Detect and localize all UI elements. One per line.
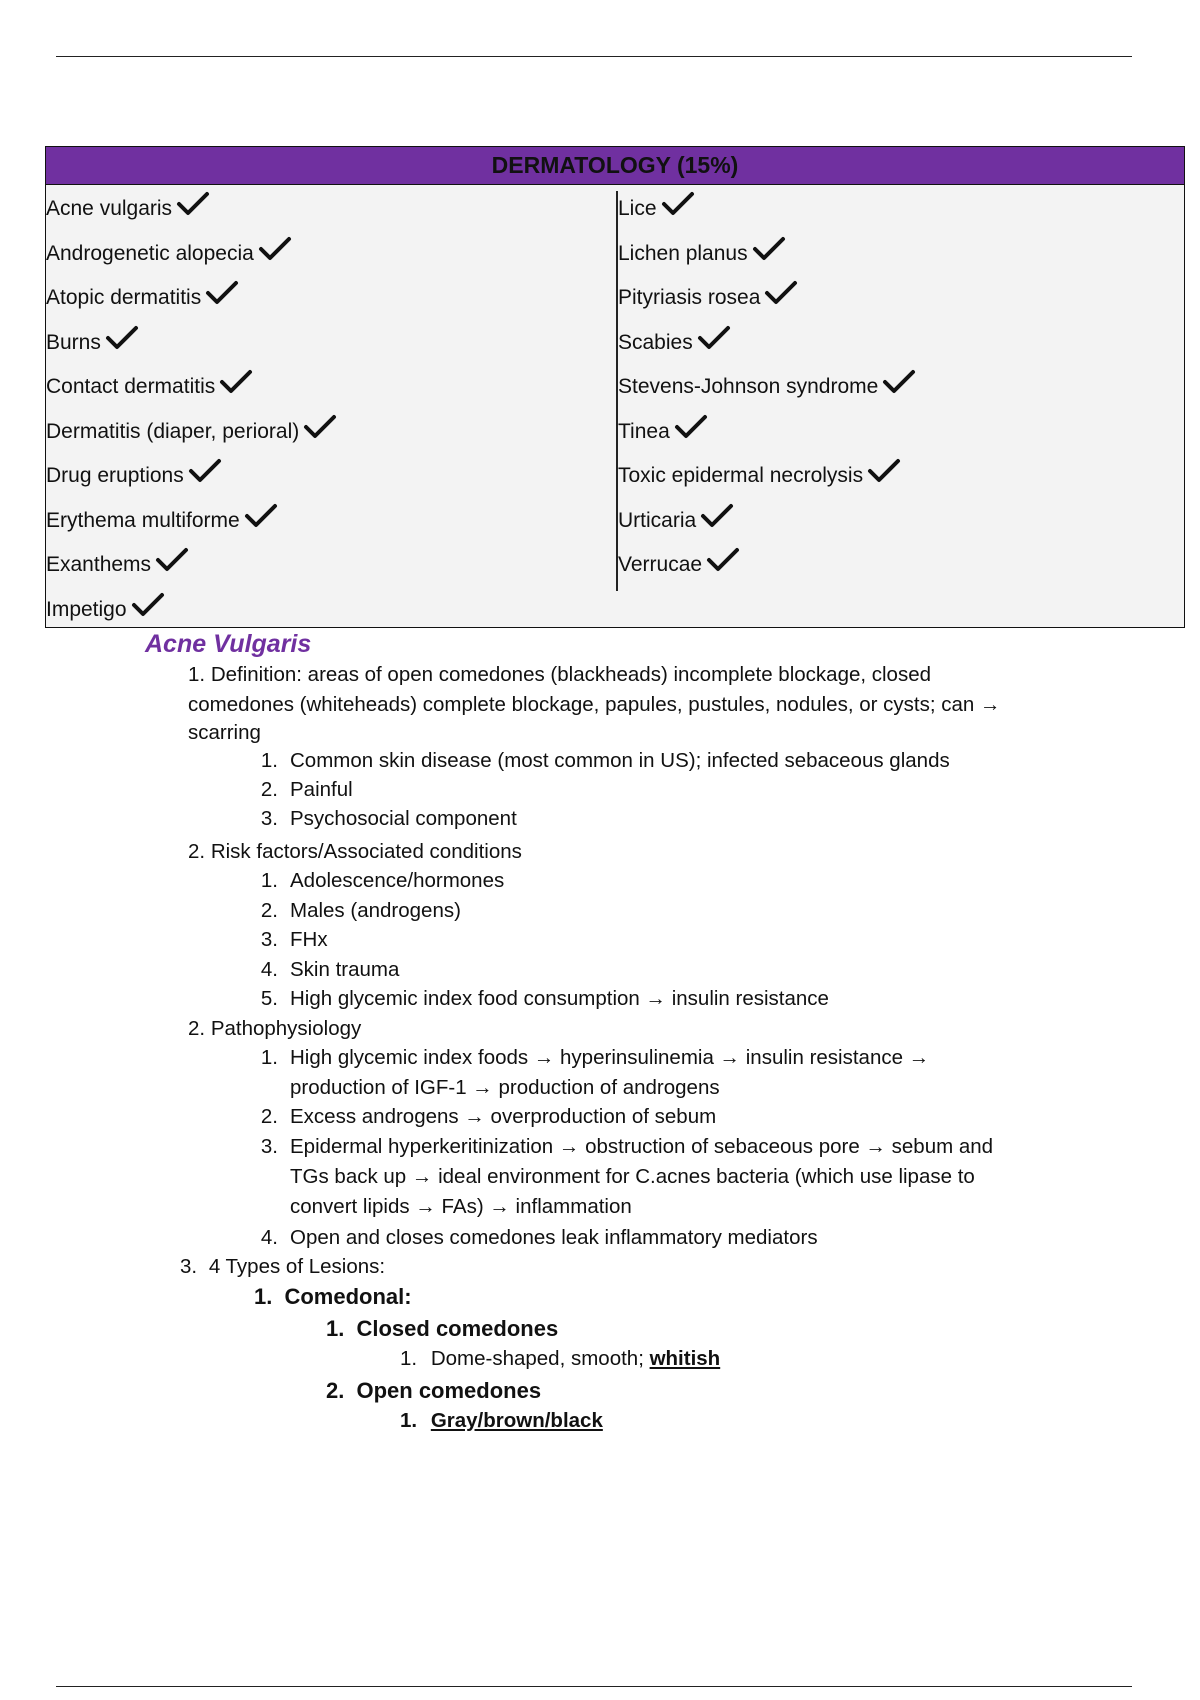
checkmark-icon — [258, 236, 292, 274]
topic-label: Erythema multiforme — [46, 508, 240, 532]
checkmark-icon — [700, 503, 734, 541]
checkmark-icon — [867, 458, 901, 496]
topic-item — [618, 325, 916, 370]
checkmark-icon — [697, 325, 731, 363]
checkmark-icon — [105, 325, 139, 363]
outline-subitem: 4. Skin trauma — [260, 957, 400, 981]
outline-subitem: 3. Epidermal hyperkeritinization → obstruction of sebaceous pore → sebum and — [260, 1135, 994, 1158]
checkmark-icon — [303, 414, 337, 452]
topic-label: Contact dermatitis — [46, 375, 216, 398]
checkmark-icon — [131, 592, 165, 630]
topic-label: Toxic epidermal necrolysis — [618, 464, 864, 487]
lesion-subtype: 2. Open comedones — [326, 1378, 542, 1403]
outline-item: 3. 4 Types of Lesions: — [180, 1255, 386, 1278]
topic-column-left — [46, 191, 337, 636]
outline-item: 1. Definition: areas of open comedones (blackheads) incomplete blockage, closed — [188, 663, 932, 686]
topic-column-right — [616, 191, 916, 591]
topic-item — [46, 547, 337, 592]
outline-item: 2. Risk factors/Associated conditions — [188, 840, 522, 863]
topic-label: Lichen planus — [618, 241, 748, 265]
checkmark-icon — [764, 280, 798, 318]
topic-label: Lice — [618, 197, 657, 220]
section-title: Acne Vulgaris — [145, 630, 312, 658]
topic-label: Urticaria — [618, 508, 697, 532]
topic-item — [46, 458, 337, 503]
checkmark-icon — [155, 547, 189, 585]
topic-label: Drug eruptions — [46, 464, 184, 487]
topic-label: Dermatitis (diaper, perioral) — [46, 419, 300, 443]
outline-subitem: production of IGF-1 → production of androgens — [290, 1076, 720, 1099]
outline-subitem: 5. High glycemic index food consumption → insulin resistance — [260, 987, 829, 1010]
outline-subitem: 2. Males (androgens) — [260, 898, 461, 922]
table-header — [46, 147, 1184, 185]
topic-label: Acne vulgaris — [46, 197, 173, 220]
topic-item — [618, 280, 916, 325]
topic-item — [46, 280, 337, 325]
outline-subitem: 4. Open and closes comedones leak inflammatory mediators — [260, 1226, 818, 1249]
topic-label: Atopic dermatitis — [46, 286, 202, 309]
checkmark-icon — [188, 458, 222, 496]
outline-subitem: 2. Excess androgens → overproduction of sebum — [260, 1105, 717, 1128]
topic-item — [46, 414, 337, 459]
topic-item — [46, 191, 337, 236]
topic-item — [618, 414, 916, 459]
outline-subitem: 2. Painful — [260, 778, 353, 801]
topic-item — [618, 369, 916, 414]
topic-label: Impetigo — [46, 597, 127, 621]
outline-subitem: convert lipids → FAs) → inflammation — [290, 1195, 632, 1218]
topic-item — [46, 236, 337, 281]
topic-item — [46, 325, 337, 370]
outline-subitem: 3. FHx — [260, 928, 328, 951]
topic-item — [618, 191, 916, 236]
topic-label: Pityriasis rosea — [618, 286, 761, 309]
topic-label: Androgenetic alopecia — [46, 241, 254, 265]
lesion-type: 1. Comedonal: — [254, 1284, 412, 1309]
outline-text: scarring — [188, 721, 261, 744]
topic-item — [618, 503, 916, 548]
outline-subitem: 1. High glycemic index foods → hyperinsulinemia → insulin resistance → — [260, 1046, 930, 1069]
checkmark-icon — [244, 503, 278, 541]
header-rule — [56, 56, 1132, 57]
topic-item — [618, 236, 916, 281]
topic-label: Stevens-Johnson syndrome — [618, 375, 879, 398]
checkmark-icon — [219, 369, 253, 407]
topic-table — [45, 146, 1185, 628]
topic-label: Scabies — [618, 330, 693, 354]
outline-subitem: TGs back up → ideal environment for C.acnes bacteria (which use lipase to — [290, 1165, 975, 1188]
checkmark-icon — [205, 280, 239, 318]
topic-label: Verrucae — [618, 553, 703, 576]
topic-item — [46, 369, 337, 414]
outline-text: comedones (whiteheads) complete blockage, papules, pustules, nodules, or cysts; can → — [188, 693, 1001, 716]
topic-label: Tinea — [618, 419, 670, 443]
checkmark-icon — [706, 547, 740, 585]
outline-subitem: 1. Adolescence/hormones — [260, 869, 505, 892]
topic-item — [618, 547, 916, 592]
checkmark-icon — [882, 369, 916, 407]
outline-subitem: 1. Common skin disease (most common in US); infected sebaceous glands — [260, 749, 950, 772]
topic-label: Exanthems — [46, 553, 152, 576]
checkmark-icon — [674, 414, 708, 452]
outline-item: 2. Pathophysiology — [188, 1017, 362, 1040]
lesion-description: 1. Dome-shaped, smooth; whitish — [400, 1347, 721, 1370]
checkmark-icon — [752, 236, 786, 274]
checkmark-icon — [176, 191, 210, 229]
topic-label: Burns — [46, 330, 101, 354]
lesion-subtype: 1. Closed comedones — [326, 1316, 559, 1341]
table-header-text: DERMATOLOGY (15%) — [491, 152, 739, 178]
topic-item — [46, 503, 337, 548]
footer-rule — [56, 1686, 1132, 1687]
topic-item — [618, 458, 916, 503]
outline-subitem: 3. Psychosocial component — [260, 807, 517, 830]
lesion-description: 1. Gray/brown/black — [400, 1409, 603, 1432]
checkmark-icon — [661, 191, 695, 229]
